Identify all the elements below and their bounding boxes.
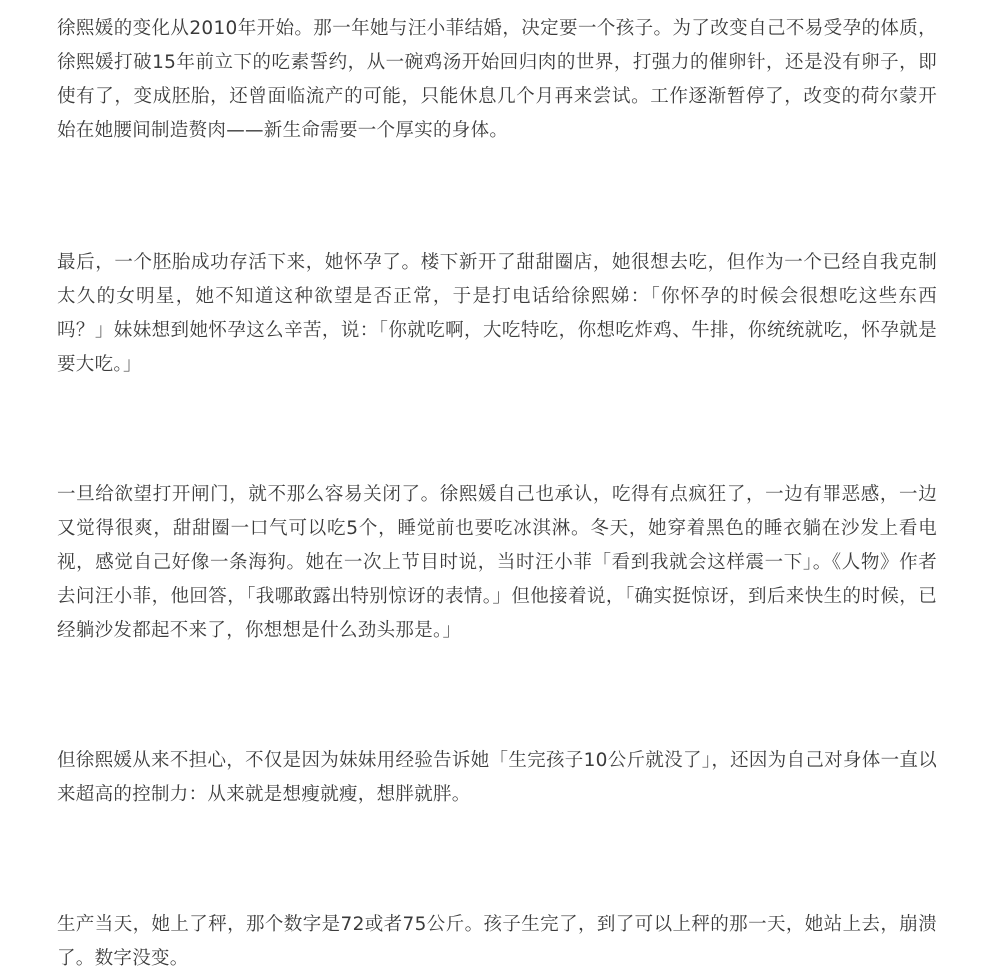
article-paragraph-1: 徐熙媛的变化从2010年开始。那一年她与汪小菲结婚，决定要一个孩子。为了改变自己不易受孕的体质，徐熙媛打破15年前立下的吃素誓约，从一碗鸡汤开始回归肉的世界，打强力的催卵针，还是没有卵子，即使有了，变成胚胎，还曾面临流产的可能，只能休息几个月再来尝试。工作逐渐暂停了，改变的荷尔蒙开始在她腰间制造赘肉——新生命需要一个厚实的身体。 (57, 18, 937, 141)
article-paragraph-4: 但徐熙媛从来不担心，不仅是因为妹妹用经验告诉她「生完孩子10公斤就没了」，还因为自己对身体一直以来超高的控制力：从来就是想瘦就瘦，想胖就胖。 (57, 750, 937, 805)
article-paragraph-2: 最后，一个胚胎成功存活下来，她怀孕了。楼下新开了甜甜圈店，她很想去吃，但作为一个已经自我克制太久的女明星，她不知道这种欲望是否正常，于是打电话给徐熙娣：「你怀孕的时候会很想吃这些东西吗？」妹妹想到她怀孕这么辛苦，说：「你就吃啊，大吃特吃，你想吃炸鸡、牛排，你统统就吃，怀孕就是要大吃。」 (57, 252, 937, 375)
article-paragraph-5: 生产当天，她上了秤，那个数字是72或者75公斤。孩子生完了，到了可以上秤的那一天，她站上去，崩溃了。数字没变。 (57, 914, 937, 969)
article-paragraph-3: 一旦给欲望打开闸门，就不那么容易关闭了。徐熙媛自己也承认，吃得有点疯狂了，一边有罪恶感，一边又觉得很爽，甜甜圈一口气可以吃5个，睡觉前也要吃冰淇淋。冬天，她穿着黑色的睡衣躺在沙发上看电视，感觉自己好像一条海狗。她在一次上节目时说，当时汪小菲「看到我就会这样震一下」。《人物》作者去问汪小菲，他回答，「我哪敢露出特别惊讶的表情。」但他接着说，「确实挺惊讶，到后来快生的时候，已经躺沙发都起不来了，你想想是什么劲头那是。」 (57, 484, 937, 641)
article-body (57, 12, 937, 976)
